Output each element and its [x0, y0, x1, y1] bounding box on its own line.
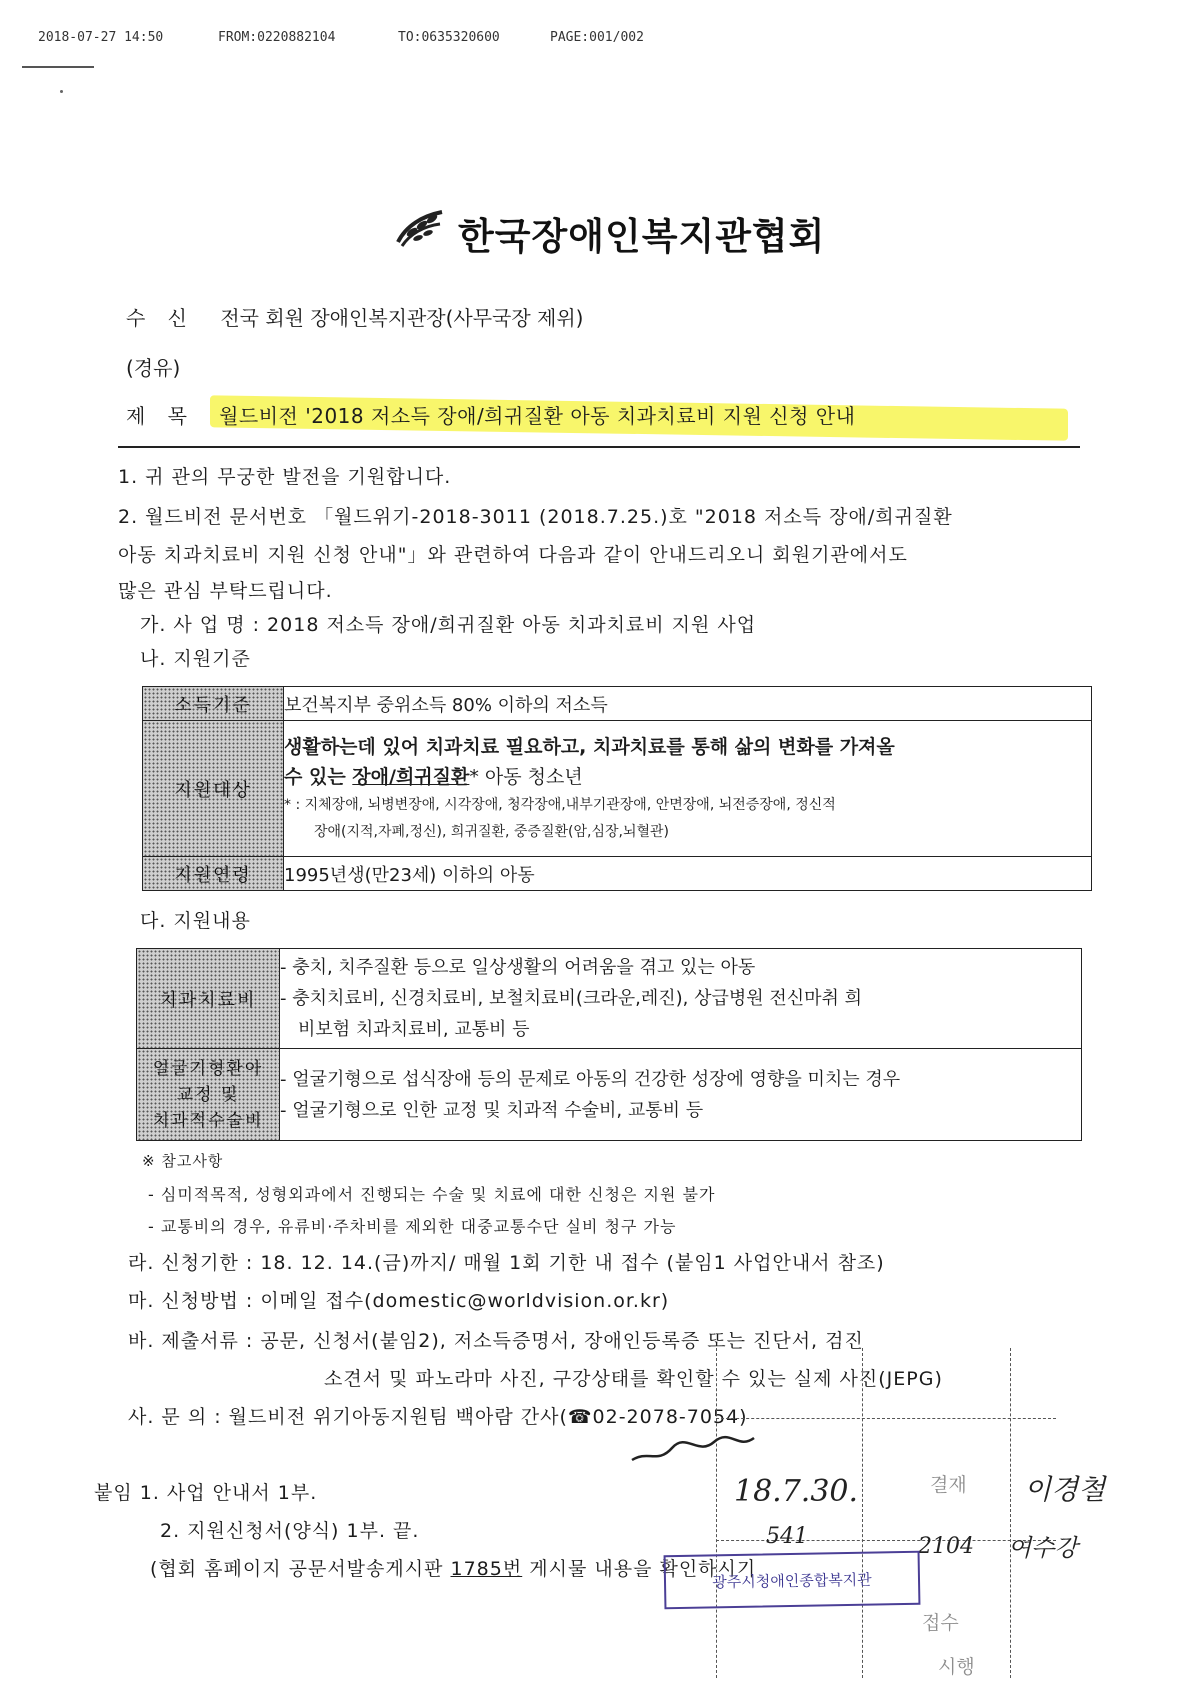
support-table	[136, 948, 1082, 1141]
fax-page: PAGE:001/002	[550, 30, 644, 45]
support-row-dental	[137, 949, 1082, 1049]
via-label: (경유)	[126, 356, 181, 380]
income-value: 보건복지부 중위소득 80% 이하의 저소득	[284, 687, 1092, 721]
dental-value	[280, 949, 1082, 1049]
recipient-text: 전국 회원 장애인복지관장(사무국장 제위)	[220, 306, 584, 330]
target-line-1: 생활하는데 있어 치과치료 필요하고, 치과치료를 통해 삶의 변화를 가져올	[284, 735, 895, 758]
paragraph-2-line-1: 2. 월드비전 문서번호 「월드위기-2018-3011 (2018.7.25.)호 "2018 저소득 장애/희귀질환	[118, 506, 953, 528]
subject-row	[126, 400, 1066, 436]
target-label: 지원대상	[143, 721, 284, 857]
note-2: - 교통비의 경우, 유류비·주차비를 제외한 대중교통수단 실비 청구 가능	[148, 1217, 677, 1236]
scan-dot	[60, 90, 63, 93]
faint-stamp-text-3: 시행	[938, 1656, 975, 1678]
note-1: - 심미적목적, 성형외과에서 진행되는 수술 및 치료에 대한 신청은 지원 불가	[148, 1185, 716, 1204]
target-line-2-b: 장애/희귀질환	[352, 765, 470, 788]
attachment-note-pre: (협회 홈페이지 공문서발송게시판	[150, 1558, 451, 1580]
target-line-2-c: * 아동 청소년	[469, 765, 583, 788]
age-value: 1995년생(만23세) 이하의 아동	[284, 857, 1092, 891]
org-name: 한국장애인복지관협회	[458, 215, 826, 258]
recipient-row	[126, 302, 583, 331]
item-ma: 마. 신청방법 : 이메일 접수(domestic@worldvision.or.kr)	[128, 1290, 670, 1312]
face-value	[280, 1049, 1082, 1141]
handwritten-date: 18.7.30.	[734, 1474, 859, 1509]
receipt-stamp: 광주시청애인종합복지관	[664, 1551, 921, 1609]
faint-stamp-text-1: 결재	[930, 1474, 967, 1496]
item-ba-line-2: 소견서 및 파노라마 사진, 구강상태를 확인할 수 있는 실제 사진(JEPG)	[324, 1368, 943, 1390]
dental-bullet-1: - 충치, 치주질환 등으로 일상생활의 어려움을 겪고 있는 아동	[280, 957, 756, 978]
subject-text: 월드비전 '2018 저소득 장애/희귀질환 아동 치과치료비 지원 신청 안내	[219, 404, 856, 428]
criteria-row-age	[143, 857, 1092, 891]
recipient-label: 수 신	[126, 306, 195, 330]
attachment-1: 붙임 1. 사업 안내서 1부.	[94, 1482, 318, 1504]
support-row-face	[137, 1049, 1082, 1141]
criteria-table	[142, 686, 1092, 891]
paragraph-1: 1. 귀 관의 무궁한 발전을 기원합니다.	[118, 466, 452, 488]
face-label-line-3: 치과적수술비	[152, 1110, 264, 1131]
face-label	[137, 1049, 280, 1141]
handwritten-signature-2: 여수강	[1008, 1534, 1078, 1562]
item-da: 다. 지원내용	[140, 910, 251, 932]
handwritten-code: 2104	[918, 1534, 974, 1559]
attachment-note-post: 게시물 내용을 확인하시기	[522, 1558, 757, 1580]
face-bullet-1: - 얼굴기형으로 섭식장애 등의 문제로 아동의 건강한 성장에 영향을 미치는 경우	[280, 1068, 901, 1090]
subject-label: 제 목	[126, 404, 195, 428]
via-row	[126, 352, 180, 381]
face-bullet-2: - 얼굴기형으로 인한 교정 및 치과적 수술비, 교통비 등	[280, 1099, 704, 1121]
dental-label: 치과치료비	[137, 949, 280, 1049]
income-label: 소득기준	[143, 687, 284, 721]
fax-datetime: 2018-07-27 14:50	[38, 30, 164, 45]
fax-header	[38, 30, 758, 52]
receipt-grid-line	[716, 1348, 717, 1678]
criteria-row-income	[143, 687, 1092, 721]
notes-title: ※ 참고사항	[142, 1152, 224, 1170]
handwritten-number: 541	[766, 1524, 808, 1549]
item-ra: 라. 신청기한 : 18. 12. 14.(금)까지/ 매월 1회 기한 내 접수 (붙임1 사업안내서 참조)	[128, 1252, 885, 1274]
fax-from: FROM:0220882104	[218, 30, 336, 45]
receipt-grid-line	[716, 1418, 1056, 1419]
fax-to: TO:0635320600	[398, 30, 500, 45]
target-line-2	[284, 762, 1091, 792]
target-note-1: * : 지체장애, 뇌병변장애, 시각장애, 청각장애,내부기관장애, 안면장애, 뇌전증장애, 정신적	[284, 796, 836, 813]
item-ba-line-1: 바. 제출서류 : 공문, 신청서(붙임2), 저소득증명서, 장애인등록증 또는 진단서, 검진	[128, 1330, 864, 1352]
signature-scribble-icon	[628, 1420, 758, 1470]
faint-stamp-text-2: 접수	[922, 1612, 959, 1634]
target-note-2: 장애(지적,자폐,정신), 희귀질환, 중증질환(암,심장,뇌혈관)	[314, 823, 669, 840]
receipt-grid-line	[862, 1348, 863, 1678]
header-rule	[118, 446, 1080, 448]
item-ga: 가. 사 업 명 : 2018 저소득 장애/희귀질환 아동 치과치료비 지원 사업	[140, 614, 757, 636]
item-na: 나. 지원기준	[140, 648, 251, 670]
criteria-row-target	[143, 721, 1092, 857]
paragraph-2-line-3: 많은 관심 부탁드립니다.	[118, 580, 333, 602]
dental-bullet-2-line-2: 비보험 치과치료비, 교통비 등	[298, 1019, 530, 1040]
attachment-note-num: 1785번	[450, 1558, 523, 1580]
face-label-line-1: 얼굴기형환아	[152, 1058, 264, 1079]
receipt-grid-line	[1010, 1348, 1011, 1678]
target-value	[284, 721, 1092, 857]
attachment-2: 2. 지원신청서(양식) 1부. 끝.	[160, 1520, 420, 1542]
age-label: 지원연령	[143, 857, 284, 891]
org-logo-icon	[392, 206, 446, 252]
target-line-2-a: 수 있는	[284, 765, 353, 788]
dental-bullet-2-line-1: - 충치치료비, 신경치료비, 보철치료비(크라운,레진), 상급병원 전신마취 희	[280, 988, 863, 1009]
scan-mark	[22, 66, 94, 68]
paragraph-2-line-2: 아동 치과치료비 지원 신청 안내"」와 관련하여 다음과 같이 안내드리오니 회원기관에서도	[118, 544, 908, 566]
item-sa: 사. 문 의 : 월드비전 위기아동지원팀 백아람 간사(☎02-2078-7054)	[128, 1406, 748, 1428]
face-label-line-2: 교정 및	[176, 1084, 240, 1105]
handwritten-signature-1: 이경철	[1024, 1473, 1106, 1506]
